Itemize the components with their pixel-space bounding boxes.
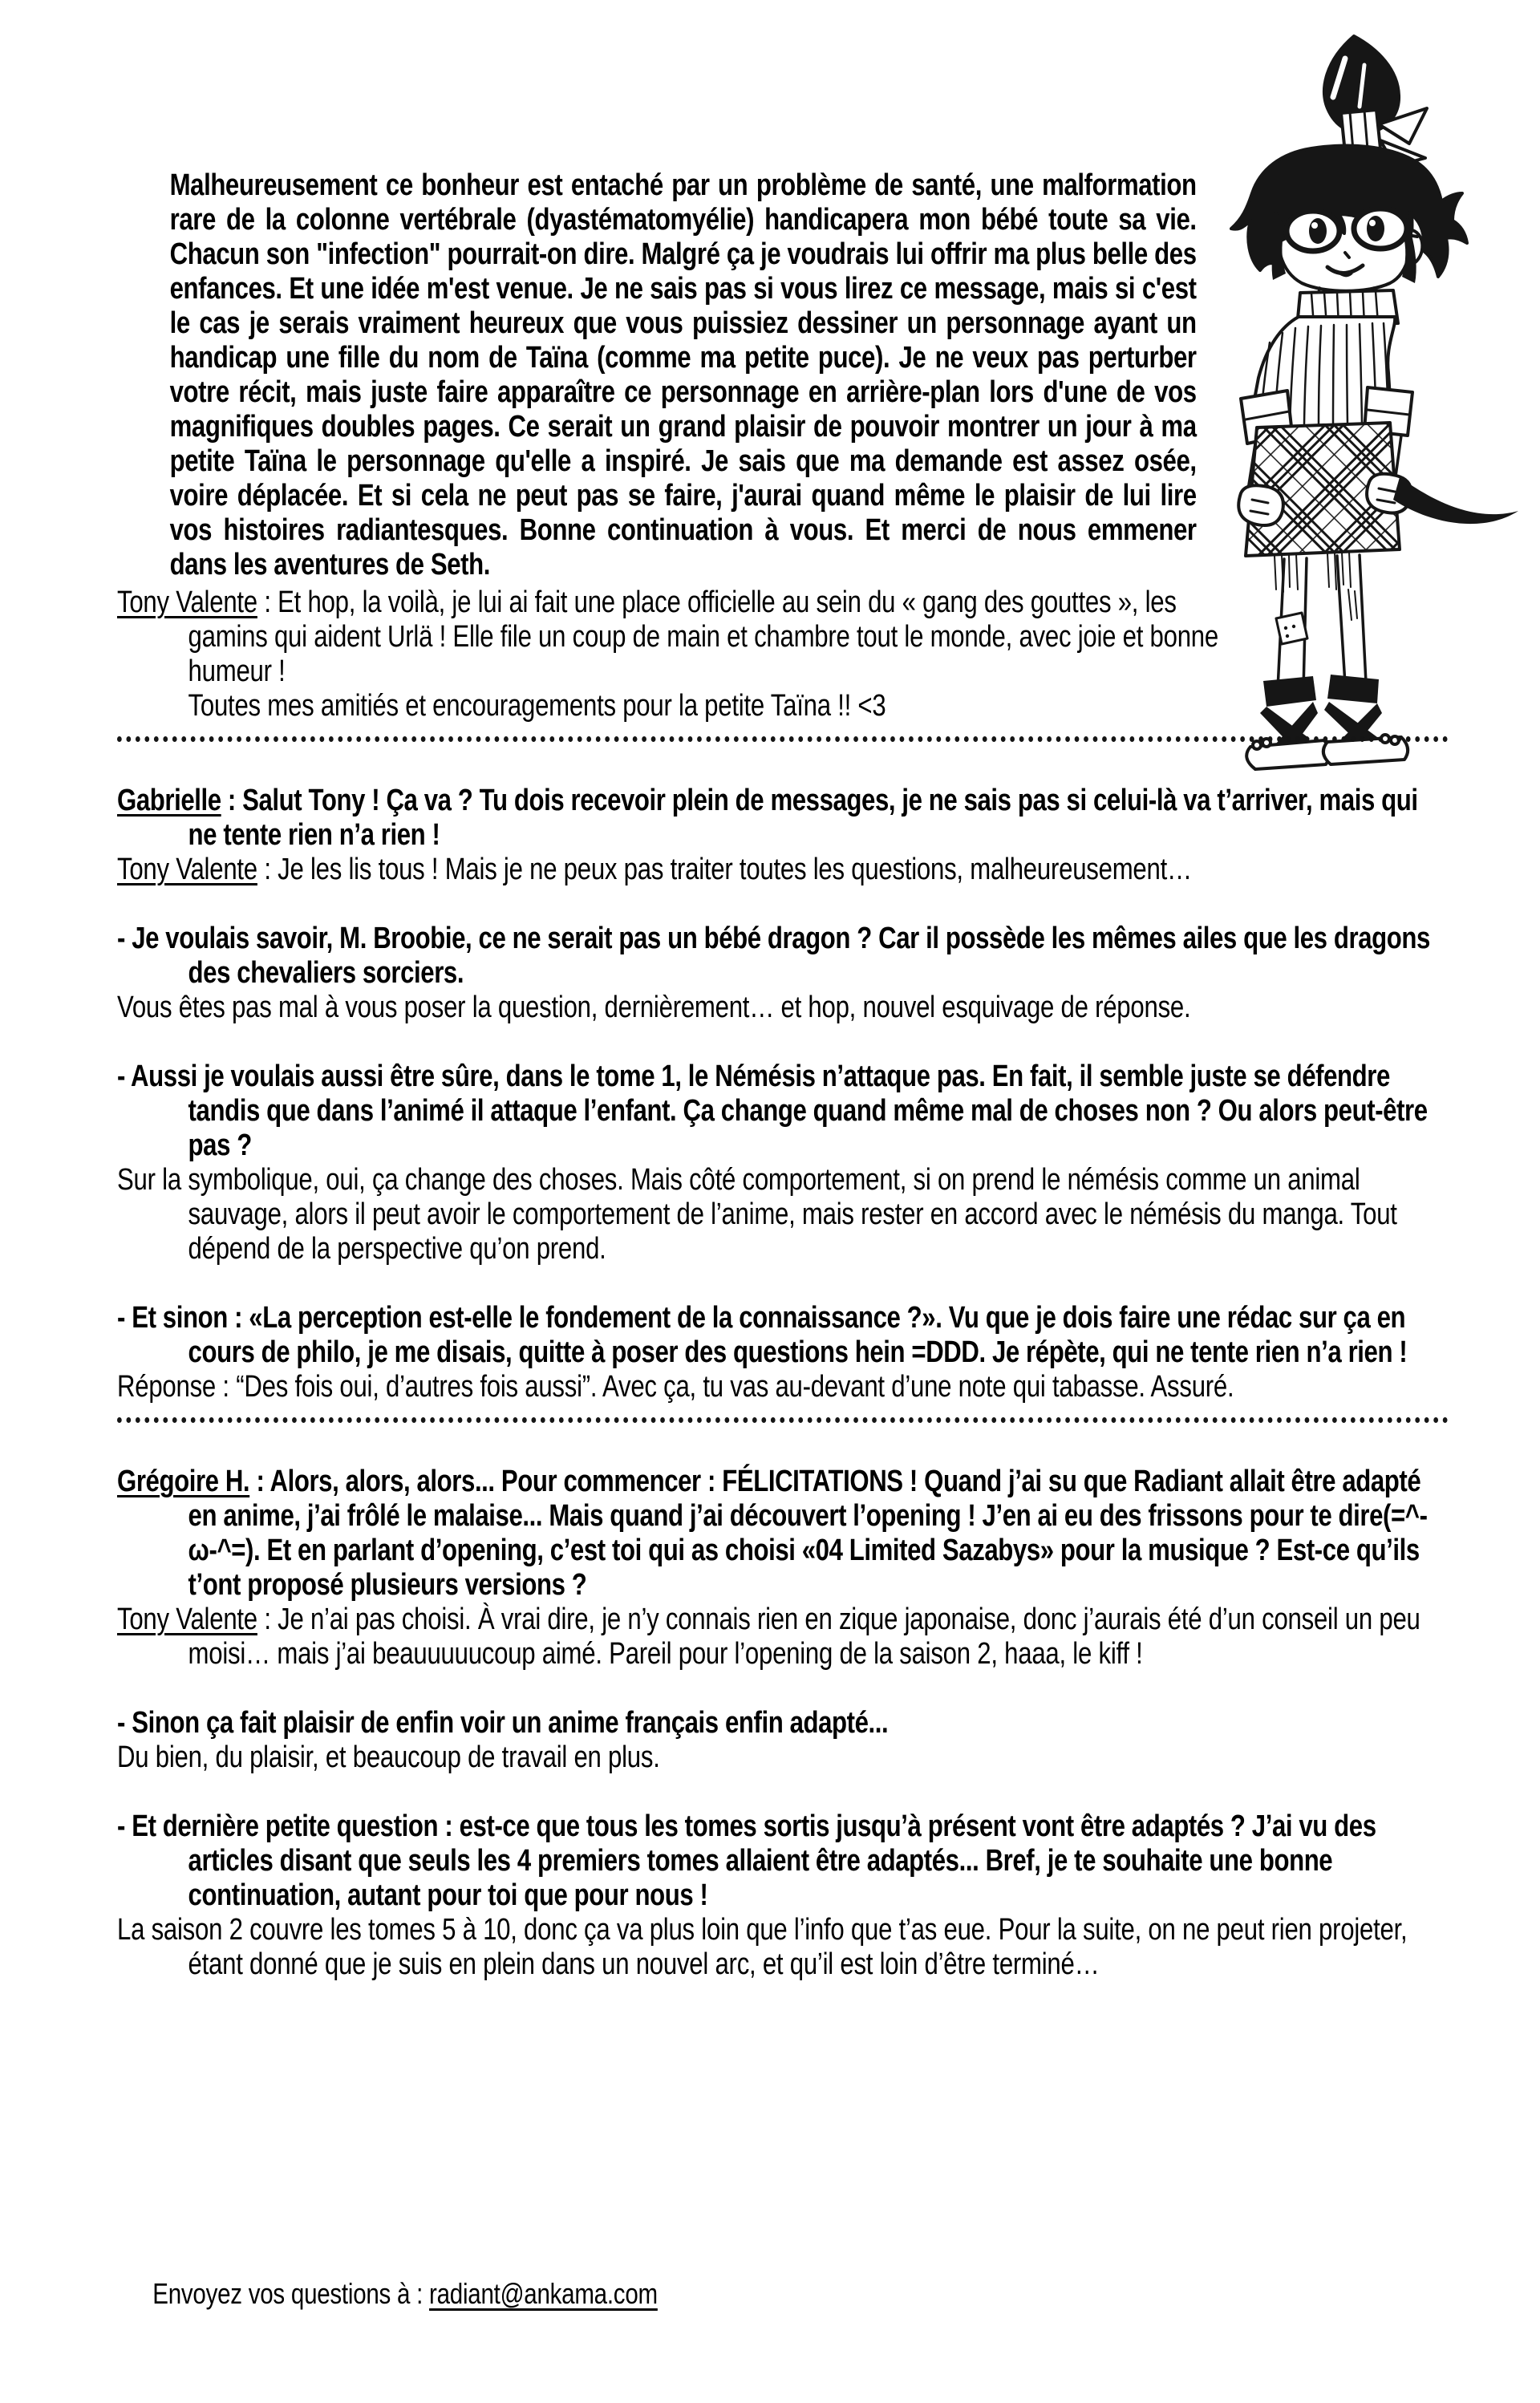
footer-contact-line	[152, 2276, 658, 2311]
answer-paragraph: La saison 2 couvre les tomes 5 à 10, donc ça va plus loin que l’info que t’as eue. Pour la suite, on ne peut rien projeter, étant donné que je suis en plein dans un nouvel arc, et qu’il est loin d’être terminé…	[117, 1913, 1408, 1981]
footer-contact-label: Envoyez vos questions à :	[152, 2277, 430, 2310]
answer-paragraph: Réponse : “Des fois oui, d’autres fois aussi”. Avec ça, tu vas au-devant d’une note qui tabasse. Assuré.	[117, 1370, 1234, 1404]
question-paragraph: Gabrielle : Salut Tony ! Ça va ? Tu dois recevoir plein de messages, je ne sais pas si celui-là va t’arriver, mais qui ne tente rien n’a rien !	[117, 784, 1418, 852]
question-paragraph: - Sinon ça fait plaisir de enfin voir un anime français enfin adapté...	[117, 1706, 889, 1740]
question-paragraph: Grégoire H. : Alors, alors, alors... Pour commencer : FÉLICITATIONS ! Quand j’ai su que Radiant allait être adapté en anime, j’ai frôlé le malaise... Mais quand j’ai découvert l’opening ! J’en ai eu des frissons pour te dire(=^-ω-^=). Et en parlant d’opening, c’est toi qui as choisi «04 Limited Sazabys» pour la musique ? Est-ce qu’ils t’ont proposé plusieurs versions ?	[117, 1465, 1428, 1602]
question-paragraph: - Et sinon : «La perception est-elle le fondement de la connaissance ?». Vu que je dois faire une rédac sur ça en cours de philo, je me disais, quitte à poser des questions hein =DDD. Je répète, qui ne tente rien n’a rien !	[117, 1301, 1408, 1369]
question-paragraph: - Et dernière petite question : est-ce que tous les tomes sortis jusqu’à présent vont être adaptés ? J’ai vu des articles disant que seuls les 4 premiers tomes allaient être adaptés... Bref, je te souhaite une bonne continuation, autant pour toi que pour nous !	[117, 1809, 1376, 1912]
answer-paragraph: Vous êtes pas mal à vous poser la question, dernièrement… et hop, nouvel esquivage de réponse.	[117, 991, 1191, 1024]
reply-paragraph: Tony Valente : Et hop, la voilà, je lui ai fait une place officielle au sein du « gang des gouttes », les gamins qui aident Urlä ! Elle file un coup de main et chambre tout le monde, avec joie et bonne humeur !	[117, 586, 1218, 688]
text-column	[117, 168, 1449, 2310]
reply-extra-line: Toutes mes amitiés et encouragements pour la petite Taïna !! <3	[188, 689, 886, 723]
speaker-name: Tony Valente	[117, 853, 257, 886]
question-paragraph: - Aussi je voulais aussi être sûre, dans le tome 1, le Némésis n’attaque pas. En fait, il semble juste se défendre tandis que dans l’animé il attaque l’enfant. Ça change quand même mal de choses non ? Ou alors peut-être pas ?	[117, 1060, 1428, 1162]
question-paragraph: - Je voulais savoir, M. Broobie, ce ne serait pas un bébé dragon ? Car il possède les mêmes ailes que les dragons des chevaliers sorciers.	[117, 922, 1430, 990]
contact-email-link[interactable]: radiant@ankama.com	[429, 2277, 658, 2310]
speaker-name: Grégoire H.	[117, 1465, 250, 1498]
answer-paragraph: Tony Valente : Je n’ai pas choisi. À vrai dire, je n’y connais rien en zique japonaise, donc j’aurais été d’un conseil un peu moisi… mais j’ai beauuuuucoup aimé. Pareil pour l’opening de la saison 2, haaa, le kiff !	[117, 1603, 1420, 1671]
answer-paragraph: Du bien, du plaisir, et beaucoup de travail en plus.	[117, 1740, 660, 1774]
dotted-divider	[117, 1417, 1449, 1423]
letter-paragraph: Malheureusement ce bonheur est entaché par un problème de santé, une malformation rare de la colonne vertébrale (dyastématomyélie) handicapera mon bébé toute sa vie. Chacun son "infection" pourrait-on dire. Malgré ça je voudrais lui offrir ma plus belle des enfances. Et une idée m'est venue. Je ne sais pas si vous lirez ce message, mais si c'est le cas je serais vraiment heureux que vous puissiez dessiner un personnage ayant un handicap une fille du nom de Taïna (comme ma petite puce). Je ne veux pas perturber votre récit, mais juste faire apparaître ce personnage en arrière-plan lors d'une de vos magnifiques doubles pages. Ce serait un grand plaisir de pouvoir montrer un jour à ma petite Taïna le personnage qu'elle a inspiré. Je sais que ma demande est assez osée, voire déplacée. Et si cela ne peut pas se faire, j'aurai quand même le plaisir de lui lire vos histoires radiantesques. Bonne continuation à vous. Et merci de nous emmener dans les aventures de Seth.	[169, 168, 1197, 582]
answer-paragraph: Sur la symbolique, oui, ça change des choses. Mais côté comportement, si on prend le némésis comme un animal sauvage, alors il peut avoir le comportement de l’anime, mais rester en accord avec le némésis du manga. Tout dépend de la perspective qu’on prend.	[117, 1163, 1397, 1266]
dotted-divider	[117, 736, 1449, 742]
answer-paragraph: Tony Valente : Je les lis tous ! Mais je ne peux pas traiter toutes les questions, malheureusement…	[117, 853, 1192, 886]
speaker-name: Tony Valente	[117, 1603, 257, 1636]
speaker-name: Tony Valente	[117, 586, 257, 619]
speaker-name: Gabrielle	[117, 784, 221, 817]
